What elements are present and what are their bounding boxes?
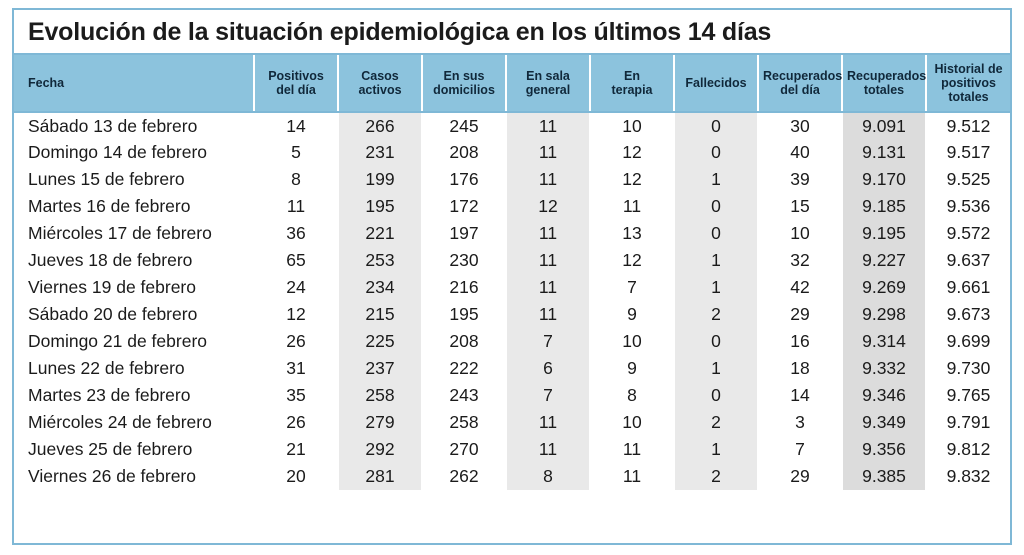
cell-recuperados-totales: 9.385 — [842, 463, 926, 490]
cell-activos: 199 — [338, 166, 422, 193]
cell-recuperados-dia: 29 — [758, 463, 842, 490]
cell-sala: 11 — [506, 274, 590, 301]
title-bar — [14, 10, 1010, 53]
cell-historial: 9.536 — [926, 193, 1010, 220]
cell-fecha: Jueves 18 de febrero — [14, 247, 254, 274]
cell-domicilios: 197 — [422, 220, 506, 247]
cell-terapia: 11 — [590, 193, 674, 220]
cell-domicilios: 262 — [422, 463, 506, 490]
cell-activos: 237 — [338, 355, 422, 382]
cell-fecha: Jueves 25 de febrero — [14, 436, 254, 463]
cell-positivos: 35 — [254, 382, 338, 409]
header-line: Recuperados — [847, 69, 927, 83]
cell-sala: 12 — [506, 193, 590, 220]
cell-sala: 11 — [506, 112, 590, 139]
cell-positivos: 21 — [254, 436, 338, 463]
cell-positivos: 8 — [254, 166, 338, 193]
table-row — [14, 409, 1010, 436]
cell-recuperados-dia: 30 — [758, 112, 842, 139]
header-line: Positivos — [268, 69, 324, 83]
cell-historial: 9.791 — [926, 409, 1010, 436]
cell-positivos: 31 — [254, 355, 338, 382]
cell-terapia: 8 — [590, 382, 674, 409]
cell-terapia: 9 — [590, 301, 674, 328]
cell-recuperados-dia: 16 — [758, 328, 842, 355]
cell-recuperados-dia: 10 — [758, 220, 842, 247]
header-line: totales — [948, 90, 989, 104]
cell-fallecidos: 0 — [674, 382, 758, 409]
table-row — [14, 166, 1010, 193]
cell-fallecidos: 2 — [674, 409, 758, 436]
cell-sala: 11 — [506, 301, 590, 328]
table-row — [14, 436, 1010, 463]
cell-fecha: Miércoles 24 de febrero — [14, 409, 254, 436]
header-line: activos — [358, 83, 402, 97]
header-line: Fecha — [28, 76, 65, 90]
cell-terapia: 10 — [590, 112, 674, 139]
cell-recuperados-totales: 9.346 — [842, 382, 926, 409]
cell-domicilios: 230 — [422, 247, 506, 274]
cell-sala: 7 — [506, 382, 590, 409]
cell-fecha: Domingo 14 de febrero — [14, 139, 254, 166]
column-header-recuperados-del-dia — [758, 54, 842, 112]
cell-recuperados-totales: 9.356 — [842, 436, 926, 463]
table-row — [14, 193, 1010, 220]
cell-positivos: 36 — [254, 220, 338, 247]
cell-recuperados-dia: 40 — [758, 139, 842, 166]
header-line: terapia — [611, 83, 653, 97]
cell-historial: 9.699 — [926, 328, 1010, 355]
cell-sala: 11 — [506, 247, 590, 274]
cell-terapia: 11 — [590, 463, 674, 490]
column-header-fallecidos — [674, 54, 758, 112]
cell-historial: 9.512 — [926, 112, 1010, 139]
header-line: domicilios — [433, 83, 495, 97]
table-row — [14, 382, 1010, 409]
cell-sala: 6 — [506, 355, 590, 382]
cell-fallecidos: 0 — [674, 193, 758, 220]
cell-domicilios: 270 — [422, 436, 506, 463]
cell-domicilios: 208 — [422, 139, 506, 166]
cell-terapia: 12 — [590, 247, 674, 274]
cell-activos: 258 — [338, 382, 422, 409]
cell-fecha: Viernes 19 de febrero — [14, 274, 254, 301]
cell-recuperados-totales: 9.185 — [842, 193, 926, 220]
cell-terapia: 13 — [590, 220, 674, 247]
cell-activos: 221 — [338, 220, 422, 247]
cell-terapia: 12 — [590, 166, 674, 193]
cell-activos: 215 — [338, 301, 422, 328]
cell-fecha: Sábado 20 de febrero — [14, 301, 254, 328]
cell-fallecidos: 2 — [674, 301, 758, 328]
cell-fallecidos: 0 — [674, 112, 758, 139]
cell-sala: 11 — [506, 139, 590, 166]
epidemiological-table — [14, 53, 1010, 490]
cell-fecha: Martes 23 de febrero — [14, 382, 254, 409]
table-row — [14, 463, 1010, 490]
cell-fecha: Viernes 26 de febrero — [14, 463, 254, 490]
cell-domicilios: 176 — [422, 166, 506, 193]
header-line: Casos — [361, 69, 399, 83]
cell-domicilios: 195 — [422, 301, 506, 328]
cell-fallecidos: 0 — [674, 328, 758, 355]
cell-activos: 225 — [338, 328, 422, 355]
cell-recuperados-dia: 18 — [758, 355, 842, 382]
cell-fecha: Domingo 21 de febrero — [14, 328, 254, 355]
cell-positivos: 20 — [254, 463, 338, 490]
cell-positivos: 12 — [254, 301, 338, 328]
cell-terapia: 10 — [590, 409, 674, 436]
column-header-en-terapia — [590, 54, 674, 112]
cell-activos: 195 — [338, 193, 422, 220]
cell-recuperados-dia: 14 — [758, 382, 842, 409]
cell-historial: 9.832 — [926, 463, 1010, 490]
cell-recuperados-totales: 9.170 — [842, 166, 926, 193]
cell-positivos: 26 — [254, 328, 338, 355]
cell-historial: 9.525 — [926, 166, 1010, 193]
column-header-positivos-del-dia — [254, 54, 338, 112]
cell-domicilios: 245 — [422, 112, 506, 139]
column-header-casos-activos — [338, 54, 422, 112]
cell-sala: 11 — [506, 220, 590, 247]
cell-activos: 281 — [338, 463, 422, 490]
table-frame — [12, 8, 1012, 545]
cell-recuperados-totales: 9.332 — [842, 355, 926, 382]
table-row — [14, 220, 1010, 247]
cell-historial: 9.730 — [926, 355, 1010, 382]
cell-positivos: 26 — [254, 409, 338, 436]
header-row — [14, 54, 1010, 112]
cell-terapia: 7 — [590, 274, 674, 301]
table-row — [14, 328, 1010, 355]
cell-positivos: 65 — [254, 247, 338, 274]
cell-historial: 9.517 — [926, 139, 1010, 166]
cell-historial: 9.661 — [926, 274, 1010, 301]
cell-historial: 9.765 — [926, 382, 1010, 409]
column-header-historial-positivos-totales — [926, 54, 1010, 112]
cell-recuperados-totales: 9.349 — [842, 409, 926, 436]
header-line: Historial de — [934, 62, 1003, 76]
cell-historial: 9.637 — [926, 247, 1010, 274]
cell-fallecidos: 0 — [674, 139, 758, 166]
cell-recuperados-totales: 9.091 — [842, 112, 926, 139]
cell-recuperados-totales: 9.195 — [842, 220, 926, 247]
cell-recuperados-dia: 39 — [758, 166, 842, 193]
header-line: En sus — [443, 69, 485, 83]
cell-fallecidos: 2 — [674, 463, 758, 490]
cell-recuperados-totales: 9.298 — [842, 301, 926, 328]
cell-terapia: 9 — [590, 355, 674, 382]
cell-recuperados-dia: 15 — [758, 193, 842, 220]
table-row — [14, 112, 1010, 139]
cell-recuperados-dia: 3 — [758, 409, 842, 436]
header-line: del día — [780, 83, 820, 97]
cell-domicilios: 258 — [422, 409, 506, 436]
header-line: general — [525, 83, 571, 97]
cell-recuperados-totales: 9.314 — [842, 328, 926, 355]
table-row — [14, 274, 1010, 301]
cell-positivos: 5 — [254, 139, 338, 166]
cell-positivos: 11 — [254, 193, 338, 220]
table-row — [14, 139, 1010, 166]
cell-fecha: Lunes 15 de febrero — [14, 166, 254, 193]
cell-domicilios: 243 — [422, 382, 506, 409]
cell-domicilios: 216 — [422, 274, 506, 301]
cell-fecha: Sábado 13 de febrero — [14, 112, 254, 139]
cell-activos: 234 — [338, 274, 422, 301]
header-line: Fallecidos — [685, 76, 747, 90]
table-row — [14, 301, 1010, 328]
cell-recuperados-totales: 9.269 — [842, 274, 926, 301]
table-header — [14, 54, 1010, 112]
cell-fallecidos: 1 — [674, 355, 758, 382]
cell-domicilios: 172 — [422, 193, 506, 220]
header-line: positivos — [941, 76, 996, 90]
cell-terapia: 10 — [590, 328, 674, 355]
cell-sala: 11 — [506, 436, 590, 463]
column-header-recuperados-totales — [842, 54, 926, 112]
table-body — [14, 112, 1010, 490]
cell-sala: 11 — [506, 409, 590, 436]
cell-activos: 266 — [338, 112, 422, 139]
header-line: En — [624, 69, 640, 83]
table-row — [14, 355, 1010, 382]
cell-activos: 292 — [338, 436, 422, 463]
cell-positivos: 14 — [254, 112, 338, 139]
cell-sala: 11 — [506, 166, 590, 193]
header-line: Recuperados — [763, 69, 843, 83]
cell-terapia: 12 — [590, 139, 674, 166]
cell-activos: 231 — [338, 139, 422, 166]
column-header-en-sala-general — [506, 54, 590, 112]
cell-recuperados-dia: 7 — [758, 436, 842, 463]
cell-fallecidos: 1 — [674, 436, 758, 463]
cell-fallecidos: 1 — [674, 166, 758, 193]
cell-recuperados-dia: 42 — [758, 274, 842, 301]
cell-terapia: 11 — [590, 436, 674, 463]
header-line: totales — [863, 83, 905, 97]
cell-activos: 253 — [338, 247, 422, 274]
cell-fecha: Martes 16 de febrero — [14, 193, 254, 220]
cell-recuperados-totales: 9.131 — [842, 139, 926, 166]
cell-historial: 9.673 — [926, 301, 1010, 328]
header-line: En sala — [526, 69, 570, 83]
cell-fecha: Miércoles 17 de febrero — [14, 220, 254, 247]
cell-sala: 8 — [506, 463, 590, 490]
column-header-fecha — [14, 54, 254, 112]
table-row — [14, 247, 1010, 274]
page-title: Evolución de la situación epidemiológica en los últimos 14 días — [28, 18, 772, 46]
cell-historial: 9.572 — [926, 220, 1010, 247]
cell-recuperados-dia: 29 — [758, 301, 842, 328]
cell-domicilios: 222 — [422, 355, 506, 382]
cell-fallecidos: 0 — [674, 220, 758, 247]
cell-historial: 9.812 — [926, 436, 1010, 463]
cell-recuperados-totales: 9.227 — [842, 247, 926, 274]
cell-activos: 279 — [338, 409, 422, 436]
cell-fecha: Lunes 22 de febrero — [14, 355, 254, 382]
cell-fallecidos: 1 — [674, 247, 758, 274]
header-line: del día — [276, 83, 316, 97]
cell-sala: 7 — [506, 328, 590, 355]
column-header-en-sus-domicilios — [422, 54, 506, 112]
cell-domicilios: 208 — [422, 328, 506, 355]
cell-fallecidos: 1 — [674, 274, 758, 301]
cell-recuperados-dia: 32 — [758, 247, 842, 274]
cell-positivos: 24 — [254, 274, 338, 301]
